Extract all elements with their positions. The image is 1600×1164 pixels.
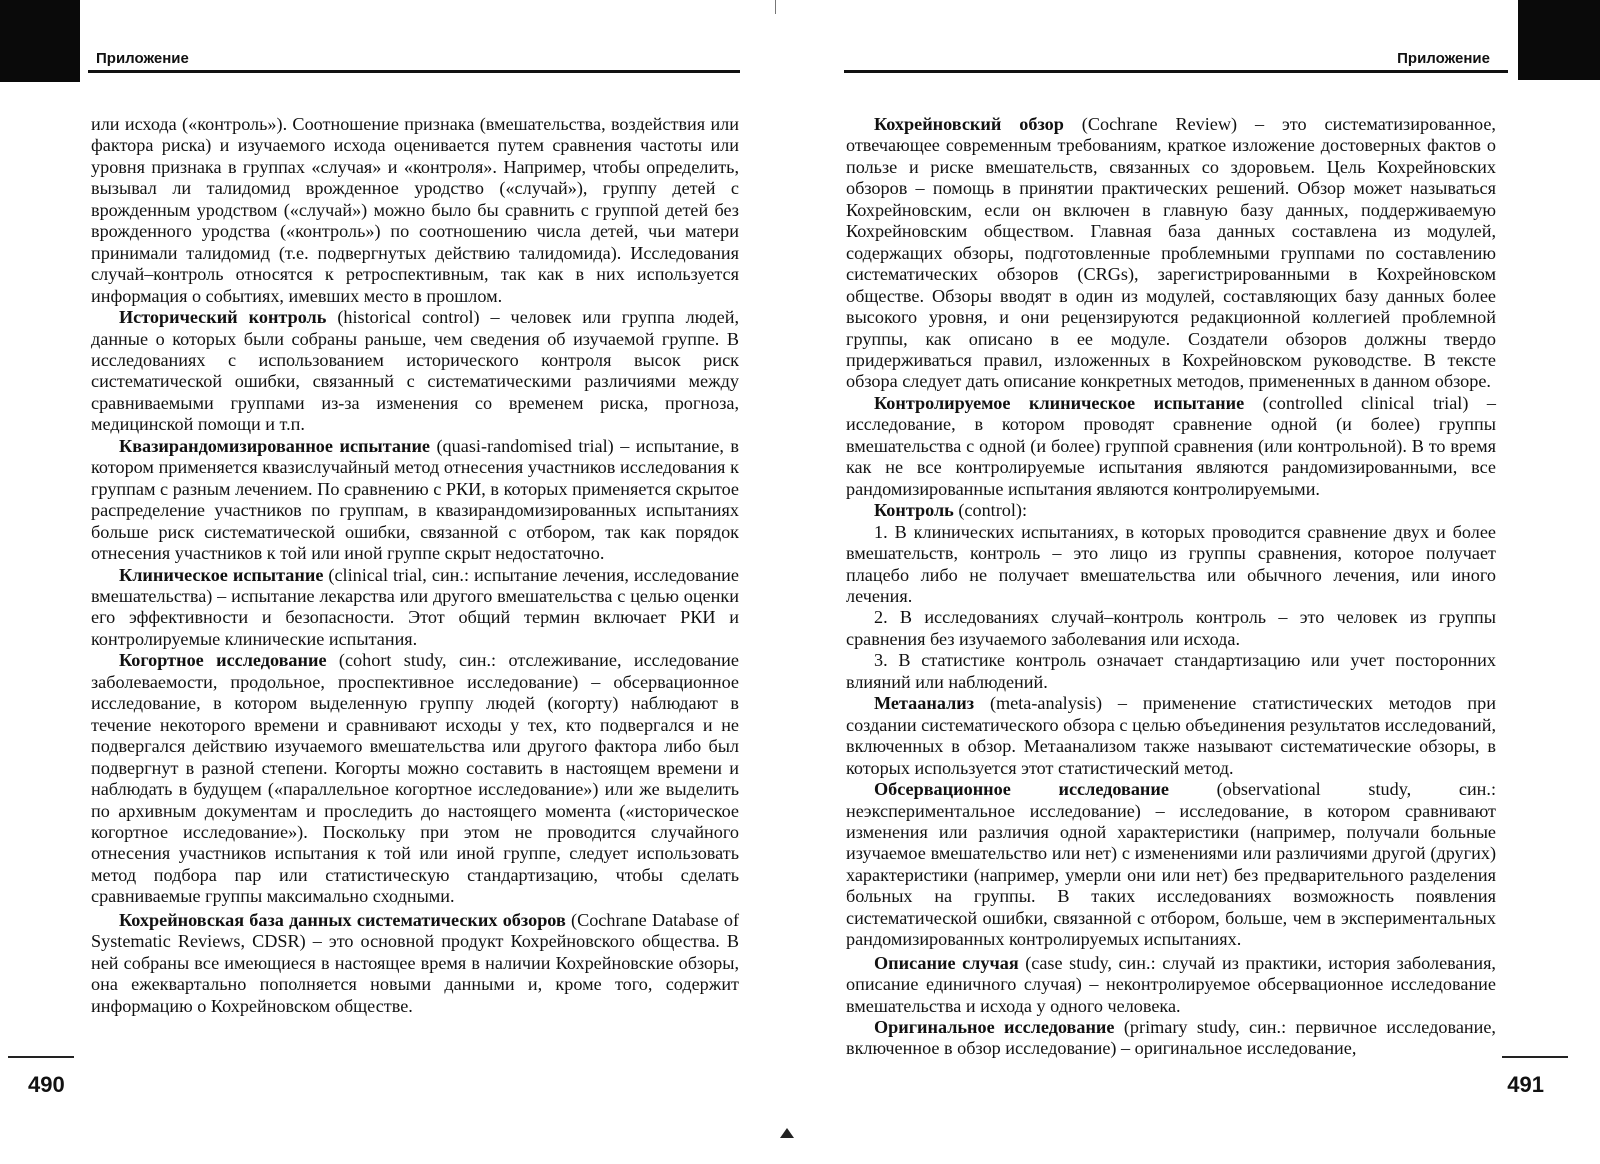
- term: Кохрейновский обзор: [874, 114, 1064, 134]
- glossary-entry: [91, 307, 739, 436]
- definition: (primary study, син.: первичное исследование, включенное в обзор исследование) – оригинальное исследование,: [846, 1017, 1496, 1059]
- definition: (historical control) – человек или группа людей, данные о которых были собраны раньше, чем сведения об изучаемой группе. В исследованиях с использованием исторического контроля высок риск систематической ошибки, связанный с систематическими различиями между сравниваемыми группами из-за изменения со временем риска, прогноза, медицинской помощи и т.п.: [91, 307, 740, 435]
- gutter-triangle-mark: [780, 1128, 794, 1138]
- page-number: 490: [28, 1072, 65, 1097]
- definition: (cohort study, син.: отслеживание, исследование заболеваемости, продольное, проспективное исследование) – обсервационное исследование, в котором выделенную группу людей (когорту) наблюдают в течение некоторого времени и сравнивают исходы у тех, кто подвергался и не подвергался действию изучаемого вмешательства или другого фактора либо был подвергнут в разной степени. Когорты можно составить в настоящем времени и наблюдать в будущем («параллельное когортное исследование») или же выделить по архивным документам и проследить до настоящего момента («историческое когортное исследование»). Поскольку при этом не проводится случайного отнесения участников испытания к той или иной группе, следует использовать метод подбора пар или статистическую стандартизацию, чтобы сделать сравниваемые группы максимально сходными.: [91, 650, 739, 907]
- glossary-entry: [846, 114, 1496, 393]
- glossary-entry: [846, 953, 1496, 1017]
- definition: (controlled clinical trial) – исследование, в котором проводят сравнение одной (и более) группы вмешательства с одной (и более) группой сравнения (или контрольной). В то время как не все контролируемые испытания являются рандомизированными, все рандомизированные испытания являются контролируемыми.: [846, 392, 1496, 499]
- glossary-entry: [91, 650, 739, 907]
- glossary-entry: [846, 693, 1496, 779]
- term: Обсервационное исследование: [874, 779, 1169, 800]
- term: Квазирандомизированное испытание: [119, 435, 430, 456]
- list-item: [846, 607, 1496, 650]
- definition: 2. В исследованиях случай–контроль контроль – это человек из группы сравнения без изучаемого заболевания или исхода.: [846, 607, 1496, 649]
- glossary-entry: [846, 779, 1496, 951]
- term: Метаанализ: [874, 693, 975, 714]
- definition: (Cochrane Review) – это систематизированное, отвечающее современным требованиям, краткое изложение достоверных фактов о пользе и риске вмешательств, связанных со здоровьем. Цель Кохрейновских обзоров – помощь в принятии практических решений. Обзор может называться Кохрейновским, если он включен в главную базу данных, поддерживаемую Кохрейновским обществом. Главная база данных составлена из модулей, содержащих обзоры, подготовленные проблемными группами по составлению систематических обзоров (CRGs), зарегистрированными в Кохрейновском обществе. Обзоры вводят в один из модулей, составляющих базу данных более высокого уровня, и они рецензируются редакционной коллегией проблемной группы, как описано в ее модуле. Создатели обзоров должны твердо придерживаться правил, изложенных в Кохрейновском руководстве. В тексте обзора следует дать описание конкретных методов, примененных в данном обзоре.: [846, 114, 1496, 392]
- definition: (control):: [953, 500, 1028, 521]
- paragraph: [91, 114, 739, 307]
- gutter-tick: [775, 0, 776, 14]
- margin-mark: [1502, 1056, 1568, 1058]
- term: Когортное исследование: [119, 650, 327, 671]
- term: Исторический контроль: [119, 307, 327, 328]
- definition: (clinical trial, син.: испытание лечения, исследование вмешательства) – испытание лекарства или другого вмешательства с целью оценки его эффективности и безопасности. Этот общий термин включает РКИ и контролируемые клинические испытания.: [91, 564, 739, 649]
- definition: или исхода («контроль»). Соотношение признака (вмешательства, воздействия или фактора риска) и изучаемого исхода оценивается путем сравнения частоты или уровня признака в группах «случая» и «контроля». Например, чтобы определить, вызывал ли талидомид врожденное уродство («случай»), группу детей с врожденным уродством («случай») можно было бы сравнить с группой детей без врожденного уродства («контроль») по соотношению числа детей, чьи матери принимали талидомид (т.е. подвергнутых действию талидомида). Исследования случай–контроль относятся к ретроспективным, так как в них используется информация о событиях, имевших место в прошлом.: [91, 114, 739, 306]
- list-item: [846, 650, 1496, 693]
- page-number: 491: [1507, 1072, 1544, 1097]
- body-text: [846, 114, 1496, 1060]
- definition: (meta-analysis) – применение статистических методов при создании систематического обзора с целью объединения результатов исследований, включенных в обзор. Метаанализом также называют систематические обзоры, в которых используется этот статистический метод.: [846, 693, 1496, 778]
- glossary-entry: [846, 1017, 1496, 1060]
- term: Описание случая: [874, 952, 1019, 973]
- definition: (quasi-randomised trial) – испытание, в котором применяется квазислучайный метод отнесения участников исследования к группам с разным лечением. По сравнению с РКИ, в которых применяется скрытое распределение участников по группам, в квазирандомизированных испытаниях больше риск систематической ошибки, связанной с отбором, так как порядок отнесения участников к той или иной группе скрыт недостаточно.: [91, 435, 739, 564]
- running-head: Приложение: [96, 50, 189, 67]
- term: Контроль: [874, 500, 954, 521]
- term: Клиническое испытание: [119, 564, 324, 585]
- glossary-entry: [91, 436, 739, 565]
- definition: (observational study, син.: неэкспериментальное исследование) – исследование, в котором сравнивают изменения или различия одной характеристики (например, получали больные изучаемое вмешательство или нет) с изменениями или различиями другой (других) характеристики (например, умерли они или нет) без предварительного разделения больных на группы. В таких исследованиях возможность появления систематической ошибки, связанной с отбором, больше, чем в экспериментальных рандомизированных контролируемых испытаниях.: [846, 779, 1497, 950]
- term: Оригинальное исследование: [874, 1017, 1115, 1038]
- list-item: [846, 522, 1496, 608]
- body-text: [91, 114, 739, 1017]
- header-rule: [88, 70, 740, 73]
- right-page: [800, 0, 1600, 1164]
- definition: (case study, син.: случай из практики, история заболевания, описание единичного случая) – неконтролируемое обсервационное исследование вмешательства и исхода у одного человека.: [846, 952, 1496, 1016]
- margin-mark: [8, 1056, 74, 1058]
- corner-thumb-mark: [1518, 0, 1600, 80]
- definition: (Cochrane Database of Systematic Reviews, CDSR) – это основной продукт Кохрейновского общества. В ней собраны все имеющиеся в настоящее время в наличии Кохрейновские обзоры, она ежеквартально пополняется новыми данными и, кроме того, содержит информацию о Кохрейновском обществе.: [91, 909, 740, 1016]
- term: Кохрейновская база данных систематических обзоров: [119, 909, 566, 930]
- glossary-entry: [91, 910, 739, 1017]
- running-head: Приложение: [1397, 50, 1490, 67]
- term: Контролируемое клиническое испытание: [874, 392, 1245, 413]
- glossary-entry: [846, 500, 1496, 521]
- definition: 1. В клинических испытаниях, в которых проводится сравнение двух и более вмешательств, контроль – это лицо из группы сравнения, которое получает плацебо либо не получает вмешательства или обычного лечения, или иного лечения.: [846, 521, 1496, 606]
- definition: 3. В статистике контроль означает стандартизацию или учет посторонних влияний или наблюдений.: [846, 650, 1496, 692]
- header-rule: [844, 70, 1508, 73]
- glossary-entry: [846, 393, 1496, 500]
- corner-thumb-mark: [0, 0, 80, 82]
- glossary-entry: [91, 565, 739, 651]
